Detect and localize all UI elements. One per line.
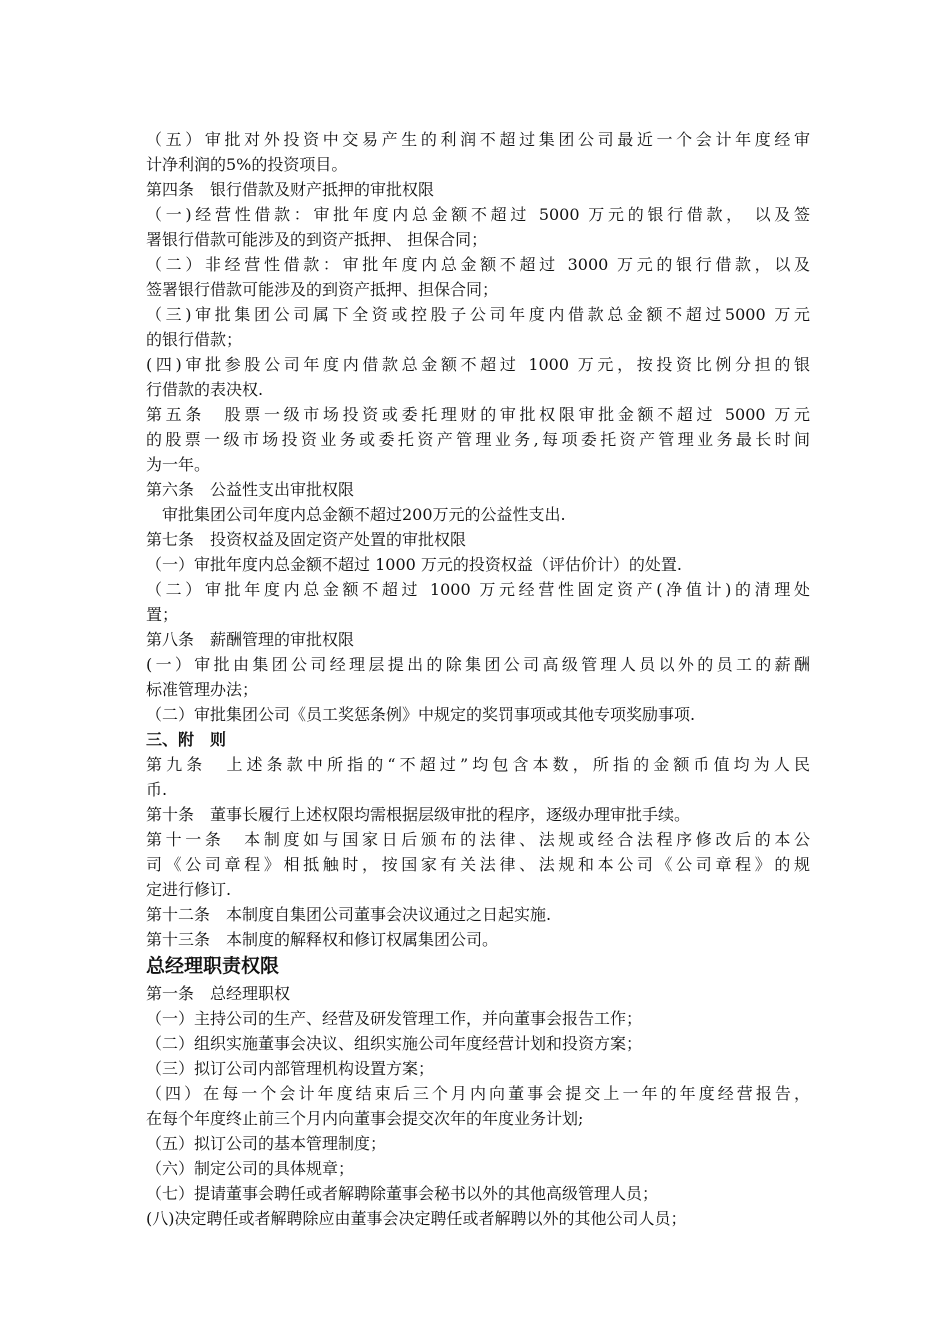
text-line: 在每个年度终止前三个月内向董事会提交次年的年度业务计划; [146, 1109, 584, 1128]
text-line: 标准管理办法； [146, 680, 259, 699]
text-line: （三)审批集团公司属下全资或控股子公司年度内借款总金额不超过5000 万元 [146, 305, 810, 324]
article-heading: 第四条 银行借款及财产抵押的审批权限 [146, 180, 435, 199]
text-line: 审批集团公司年度内总金额不超过200万元的公益性支出. [146, 505, 566, 524]
text-line: （五）拟订公司的基本管理制度； [146, 1134, 387, 1153]
text-line: （六）制定公司的具体规章； [146, 1159, 355, 1178]
text-line: （四）在每一个会计年度结束后三个月内向董事会提交上一年的年度经营报告， [146, 1084, 810, 1103]
article-heading: 第十三条 本制度的解释权和修订权属集团公司。 [146, 930, 499, 949]
text-line: （二）审批集团公司《员工奖惩条例》中规定的奖罚事项或其他专项奖励事项. [146, 705, 696, 724]
article-heading: 第十二条 本制度自集团公司董事会决议通过之日起实施. [146, 905, 552, 924]
text-line: （二）审批年度内总金额不超过 1000 万元经营性固定资产(净值计)的清理处 [146, 580, 810, 599]
text-line: （二）组织实施董事会决议、组织实施公司年度经营计划和投资方案； [146, 1034, 643, 1053]
text-line: 司《公司章程》相抵触时，按国家有关法律、法规和本公司《公司章程》的规 [146, 855, 810, 874]
text-line: 行借款的表决权. [146, 380, 264, 399]
text-line: (一）审批由集团公司经理层提出的除集团公司高级管理人员以外的员工的薪酬 [146, 655, 810, 674]
text-line: 的银行借款； [146, 330, 243, 349]
text-line: 币. [146, 780, 168, 799]
article-heading: 第七条 投资权益及固定资产处置的审批权限 [146, 530, 467, 549]
text-line: （三）拟订公司内部管理机构设置方案； [146, 1059, 435, 1078]
text-line: 签署银行借款可能涉及的到资产抵押、担保合同； [146, 280, 499, 299]
article-heading: 第六条 公益性支出审批权限 [146, 480, 355, 499]
text-line: (八)决定聘任或者解聘除应由董事会决定聘任或者解聘以外的其他公司人员； [146, 1209, 687, 1228]
text-line: 署银行借款可能涉及的到资产抵押、 担保合同； [146, 230, 488, 249]
text-line: (四)审批参股公司年度内借款总金额不超过 1000 万元，按投资比例分担的银 [146, 355, 810, 374]
text-line: 置； [146, 605, 179, 624]
article-heading: 第五条 股票一级市场投资或委托理财的审批权限审批金额不超过 5000 万元 [146, 405, 810, 424]
article-heading: 第十一条 本制度如与国家日后颁布的法律、法规或经合法程序修改后的本公 [146, 830, 810, 849]
text-line: （一)经营性借款：审批年度内总金额不超过 5000 万元的银行借款， 以及签 [146, 205, 810, 224]
text-line: 计净利润的5%的投资项目。 [146, 155, 348, 174]
text-line: （五）审批对外投资中交易产生的利润不超过集团公司最近一个会计年度经审 [146, 130, 810, 149]
article-heading: 第九条 上述条款中所指的“不超过”均包含本数，所指的金额币值均为人民 [146, 755, 810, 774]
article-heading: 第八条 薪酬管理的审批权限 [146, 630, 355, 649]
text-line: （七）提请董事会聘任或者解聘除董事会秘书以外的其他高级管理人员； [146, 1184, 659, 1203]
text-line: （二）非经营性借款：审批年度内总金额不超过 3000 万元的银行借款，以及 [146, 255, 810, 274]
text-line: 的股票一级市场投资业务或委托资产管理业务,每项委托资产管理业务最长时间 [146, 430, 810, 449]
article-heading: 第十条 董事长履行上述权限均需根据层级审批的程序，逐级办理审批手续。 [146, 805, 691, 824]
text-line: 为一年。 [146, 455, 211, 474]
text-line: 定进行修订. [146, 880, 232, 899]
text-line: （一）主持公司的生产、经营及研发管理工作，并向董事会报告工作； [146, 1009, 643, 1028]
document-body [146, 127, 810, 1231]
section-heading: 三、附 则 [146, 730, 227, 749]
article-heading: 第一条 总经理职权 [146, 984, 291, 1003]
chapter-heading: 总经理职责权限 [146, 955, 280, 977]
text-line: （一）审批年度内总金额不超过 1000 万元的投资权益（评估价计）的处置. [146, 555, 682, 574]
